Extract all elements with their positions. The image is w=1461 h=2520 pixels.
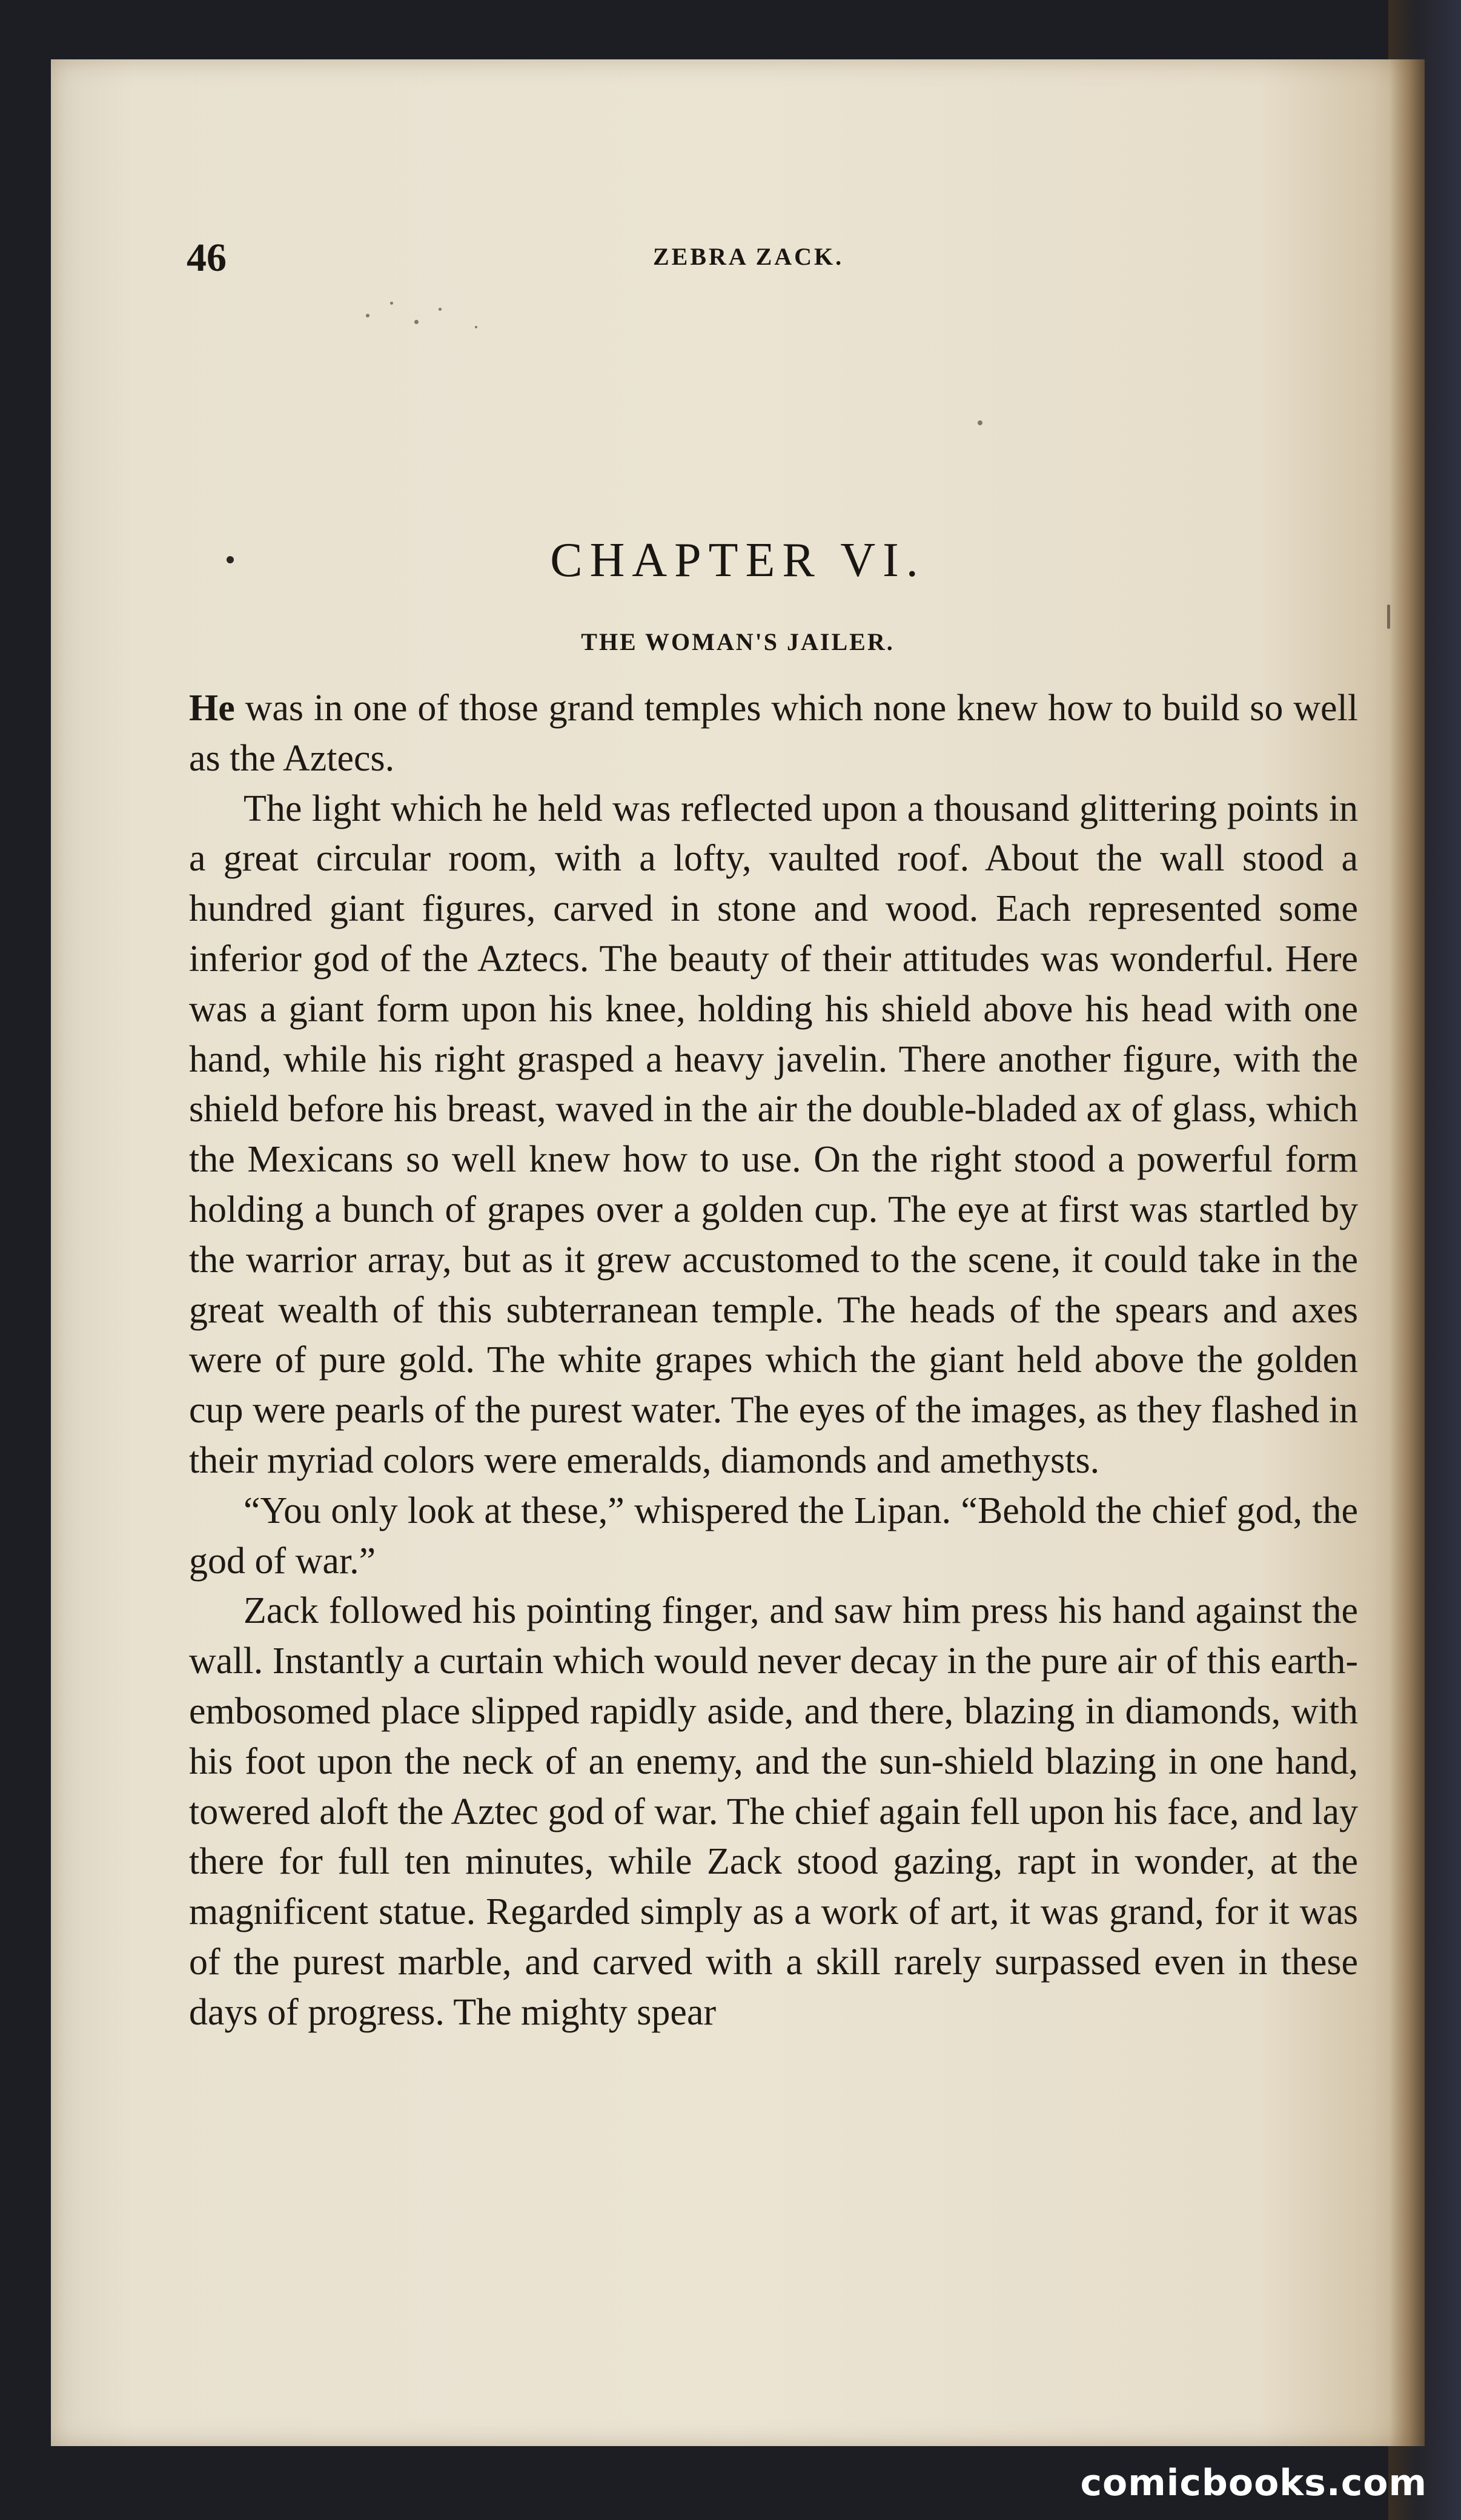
paragraph-opening-word: He xyxy=(189,688,235,729)
paragraph: The light which he held was reflected upon a thousand glittering points in a great circular room, with a lofty, vaulted roof. About the wall stood a hundred giant figures, carved in stone and wood. Each represented some inferior god of the Aztecs. The beauty of their attitudes was wonderful. Here was a giant form upon his knee, holding his shield above his head with one hand, while his right grasped a heavy javelin. There another figure, with the shield before his breast, waved in the air the double-bladed ax of glass, which the Mexicans so well knew how to use. On the right stood a powerful form holding a bunch of grapes over a golden cup. The eye at first was startled by the warrior array, but as it grew accustomed to the scene, it could take in the great wealth of this subterranean temple. The heads of the spears and axes were of pure gold. The white grapes which the giant held above the golden cup were pearls of the purest water. The eyes of the images, as they flashed in their myriad colors were emeralds, diamonds and amethysts. xyxy=(189,788,1358,1481)
book-page xyxy=(51,59,1425,2446)
chapter-title: CHAPTER VI. xyxy=(550,534,926,587)
page-gutter-shadow xyxy=(1390,59,1425,2446)
chapter-subtitle: THE WOMAN'S JAILER. xyxy=(581,628,895,655)
paragraph-text: was in one of those grand temples which none knew how to build so well as the Aztecs. xyxy=(189,688,1358,779)
site-watermark: comicbooks.com xyxy=(1080,2462,1427,2504)
page-number: 46 xyxy=(187,236,227,280)
running-title: ZEBRA ZACK. xyxy=(653,243,844,270)
page-header xyxy=(187,235,1362,290)
paragraph: “You only look at these,” whispered the Lipan. “Behold the chief god, the god of war.” xyxy=(189,1490,1358,1582)
body-text xyxy=(189,683,1358,2038)
paragraph: Zack followed his pointing finger, and saw him press his hand against the wall. Instantly a curtain which would never decay in the pure air of this earth-embosomed place slipped rapidly aside, and there, blazing in diamonds, with his foot upon the neck of an enemy, and the sun-shield blazing in one hand, towered aloft the Aztec god of war. The chief again fell upon his face, and lay there for full ten minutes, while Zack stood gazing, rapt in wonder, at the magnificent statue. Regarded simply as a work of art, it was grand, for it was of the purest marble, and carved with a skill rarely surpassed even in these days of progress. The mighty spear xyxy=(189,1590,1358,2033)
paragraph xyxy=(189,683,1358,784)
